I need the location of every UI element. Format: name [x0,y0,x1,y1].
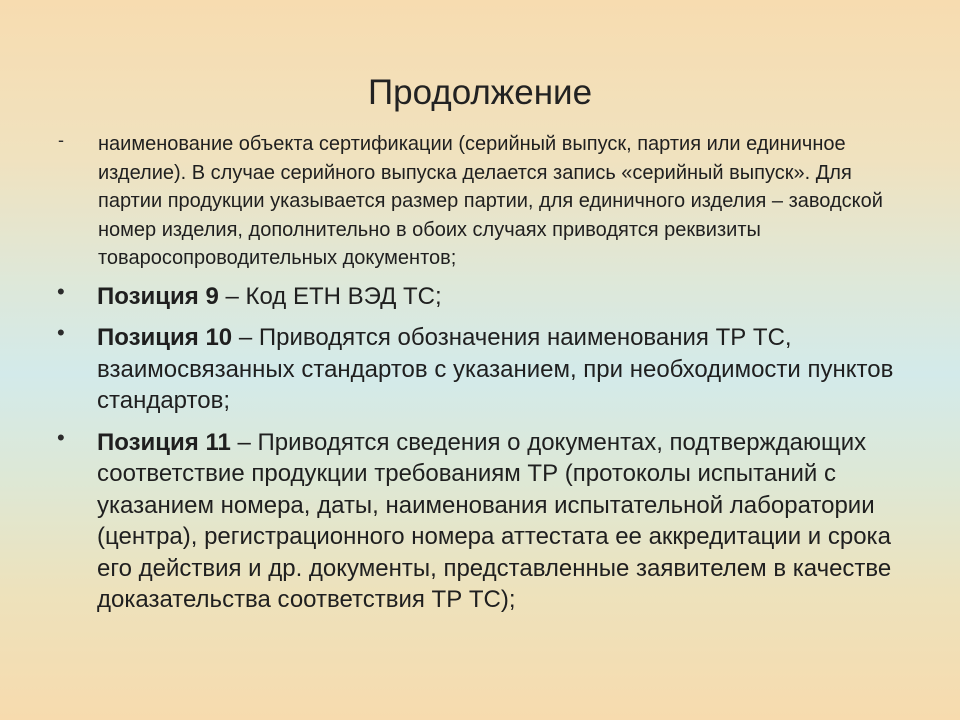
item-heading: Позиция 9 [97,282,219,310]
bullet-list [55,130,915,616]
bullet-marker: • [57,320,65,345]
item-body: – Код ЕТН ВЭД ТС; [218,282,442,310]
item-body: – Приводятся сведения о документах, подтверждающих соответствие продукции требованиям ТР (протоколы испытаний с указанием номера, даты, наименования испытательной лаборатории (центра), регистрационного номера аттестата ее аккредитации и срока его действия и др. документы, представленные заявителем в качестве доказательства соответствия ТР ТС); [97,428,892,613]
dash-marker: - [58,130,64,150]
bullet-marker: • [57,424,65,450]
list-item-position-11 [55,424,915,616]
slide-title: Продолжение [367,73,593,112]
item-heading: Позиция 10 [97,324,233,351]
item-text [97,322,915,417]
bullet-marker: • [57,278,65,304]
item-text [97,281,915,313]
item-heading: Позиция 11 [97,428,231,456]
item-text [97,427,915,616]
list-item-position-10 [55,322,915,417]
item-text: наименование объекта сертификации (серийный выпуск, партия или единичное изделие). В случае серийного выпуска делается запись «серийный выпуск». Для партии продукции указывается размер партии, для единичного изделия – заводской номер изделия, дополнительно в обоих случаях приводятся реквизиты товаросопроводительных документов; [98,133,883,269]
item-body: – Приводятся обозначения наименования ТР ТС, взаимосвязанных стандартов с указанием, при необходимости пунктов стандартов; [97,324,894,414]
list-item-object-name [55,130,915,273]
list-item-position-9 [55,278,915,313]
